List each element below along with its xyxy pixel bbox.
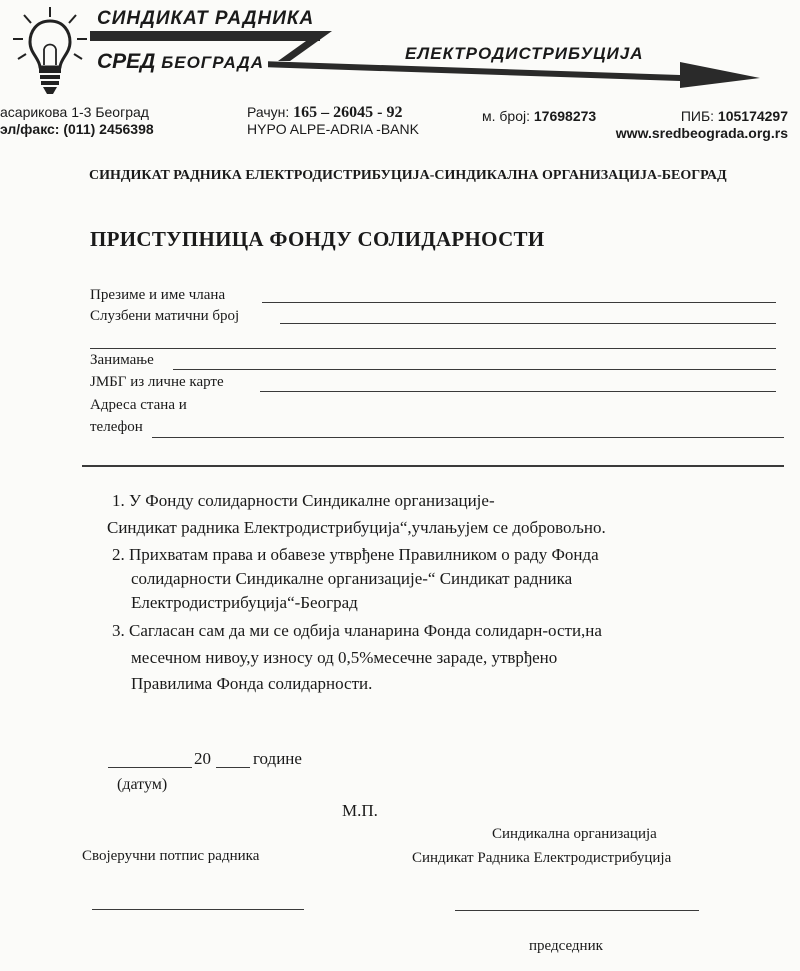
item-3-line3: Правилима Фонда солидарности. bbox=[131, 674, 373, 693]
logo-lightbulb-icon bbox=[10, 5, 90, 100]
worker-signature-line[interactable] bbox=[92, 909, 304, 910]
item-2-line1: 2. Прихватам права и обавезе утврђене Правилником о раду Фонда bbox=[112, 545, 599, 564]
pib-number: 105174297 bbox=[717, 108, 788, 124]
input-line-jmbg[interactable] bbox=[260, 391, 776, 392]
label-surname-name: Презиме и име члана bbox=[90, 287, 226, 303]
account-number: 165 – 26045 - 92 bbox=[293, 104, 403, 121]
input-line-employee-id[interactable] bbox=[280, 323, 776, 324]
input-line-address-extra[interactable] bbox=[82, 465, 784, 467]
org-signature-line1: Синдикална организација bbox=[492, 826, 657, 842]
date-godine: године bbox=[253, 749, 302, 768]
org-title: СИНДИКАТ РАДНИКА ЕЛЕКТРОДИСТРИБУЦИЈА-СИНДИКАЛНА ОРГАНИЗАЦИЈА-БЕОГРАД bbox=[89, 168, 727, 183]
label-occupation: Занимање bbox=[90, 352, 154, 368]
input-line-surname-name[interactable] bbox=[262, 302, 776, 303]
reg-number: 17698273 bbox=[533, 108, 597, 124]
president-label: председник bbox=[529, 938, 603, 954]
form-title: ПРИСТУПНИЦА ФОНДУ СОЛИДАРНОСТИ bbox=[90, 227, 545, 251]
date-day-line[interactable] bbox=[108, 767, 192, 768]
item-2-line3: Електродистрибуција“-Београд bbox=[131, 593, 358, 612]
item-1-line2: Синдикат радника Електродистрибуција“,учлањујем се добровољно. bbox=[107, 518, 606, 537]
date-year-prefix: 20 bbox=[194, 749, 211, 768]
item-3-line1: 3. Сагласан сам да ми се одбија чланарина Фонда солидарн-ости,на bbox=[112, 621, 602, 640]
address-line2: эл/факс: (011) 2456398 bbox=[0, 121, 154, 137]
label-jmbg: ЈМБГ из личне карте bbox=[90, 374, 224, 390]
president-signature-line[interactable] bbox=[455, 910, 699, 911]
brand-sred-word: СРЕД bbox=[97, 50, 156, 73]
item-1-line1: 1. У Фонду солидарности Синдикалне организације- bbox=[112, 491, 495, 510]
item-3-line2: месечном нивоу,у износу од 0,5%месечне зараде, утврђено bbox=[131, 648, 558, 667]
contact-address bbox=[0, 104, 154, 138]
worker-signature-label: Својеручни потпис радника bbox=[82, 848, 260, 864]
label-address1: Адреса стана и bbox=[90, 397, 187, 413]
account-label: Рачун: bbox=[247, 104, 290, 120]
stamp-mp: М.П. bbox=[342, 801, 378, 820]
label-address2: телефон bbox=[90, 419, 143, 435]
brand-city: БЕОГРАДА bbox=[161, 53, 264, 72]
reg-label: м. број: bbox=[482, 108, 530, 124]
contact-account bbox=[247, 104, 419, 138]
website: www.sredbeograda.org.rs bbox=[615, 125, 788, 141]
contact-pib bbox=[560, 108, 788, 142]
brand-company: ЕЛЕКТРОДИСТРИБУЦИЈА bbox=[405, 44, 644, 63]
date-caption: (датум) bbox=[117, 776, 168, 793]
date-year-line[interactable] bbox=[216, 767, 250, 768]
label-employee-id: Слузбени матични број bbox=[90, 308, 240, 324]
bank-name: HYPO ALPE-ADRIA -BANK bbox=[247, 121, 419, 137]
input-line-blank[interactable] bbox=[90, 348, 776, 349]
input-line-address[interactable] bbox=[152, 437, 784, 438]
brand-sred bbox=[97, 50, 268, 74]
pib-label: ПИБ: bbox=[680, 108, 715, 124]
brand-union-name: СИНДИКАТ РАДНИКА bbox=[97, 8, 315, 29]
org-signature-line2: Синдикат Радника Електродистрибуција bbox=[412, 850, 672, 866]
address-line1: асарикова 1-3 Београд bbox=[0, 104, 149, 120]
item-2-line2: солидарности Синдикалне организације-“ Синдикат радника bbox=[131, 569, 573, 588]
input-line-occupation[interactable] bbox=[173, 369, 776, 370]
